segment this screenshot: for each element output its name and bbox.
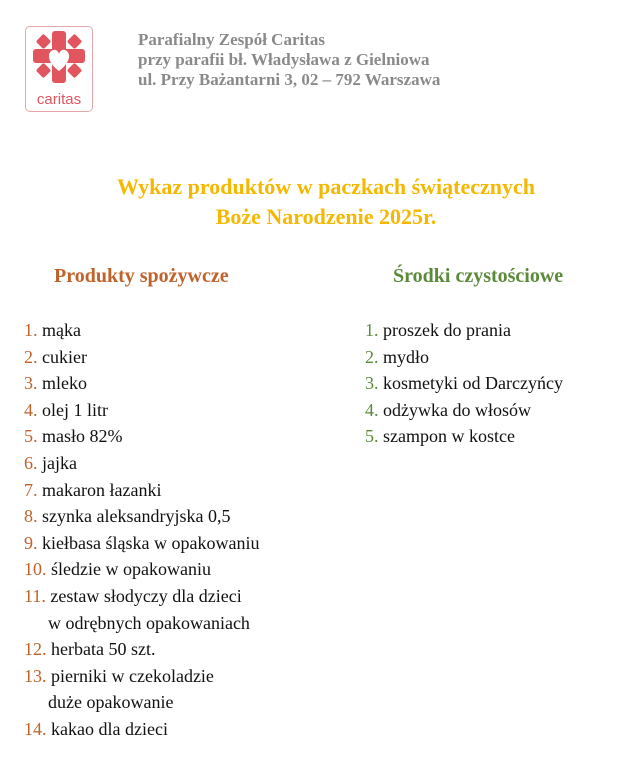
- item-text: mleko: [37, 373, 87, 394]
- list-item: [24, 370, 259, 397]
- item-number: 8.: [24, 506, 38, 527]
- item-number: 6.: [24, 452, 38, 473]
- logo-text: caritas: [36, 91, 82, 108]
- item-text: mydło: [378, 346, 430, 367]
- list-item: [24, 530, 259, 557]
- list-item: [24, 583, 259, 636]
- item-number: 4.: [365, 399, 379, 420]
- item-text: szynka aleksandryjska 0,5: [37, 506, 231, 527]
- list-item: [24, 663, 259, 716]
- item-text: jajka: [37, 452, 77, 473]
- item-text: odżywka do włosów: [378, 399, 531, 420]
- header-line-2: przy parafii bł. Władysława z Gielniowa: [138, 50, 430, 69]
- item-number: 14.: [24, 718, 47, 739]
- list-item: [24, 556, 259, 583]
- food-heading: Produkty spożywcze: [54, 265, 229, 287]
- list-item: [24, 716, 259, 743]
- list-item: [24, 477, 259, 504]
- item-number: 7.: [24, 479, 38, 500]
- item-text: cukier: [37, 346, 87, 367]
- list-item: [365, 397, 563, 424]
- organization-header: [138, 30, 440, 90]
- item-text: szampon w kostce: [378, 426, 515, 447]
- list-item: [365, 344, 563, 371]
- cleaning-heading: Środki czystościowe: [393, 265, 564, 287]
- item-number: 9.: [24, 532, 38, 553]
- item-number: 3.: [24, 373, 38, 394]
- caritas-cross-icon: [26, 27, 92, 111]
- item-text: pierniki w czekoladzie: [46, 665, 214, 686]
- item-number: 13.: [24, 665, 47, 686]
- list-item: [24, 344, 259, 371]
- item-number: 5.: [24, 426, 38, 447]
- item-text: zestaw słodyczy dla dzieci: [45, 585, 242, 606]
- list-item: [365, 423, 563, 450]
- list-item: [24, 317, 259, 344]
- item-number: 2.: [24, 346, 38, 367]
- item-text: olej 1 litr: [37, 399, 108, 420]
- caritas-logo: [25, 26, 93, 112]
- item-text: makaron łazanki: [37, 479, 162, 500]
- list-item: [24, 423, 259, 450]
- document-title: [0, 172, 638, 232]
- list-item: [365, 317, 563, 344]
- item-number: 11.: [24, 585, 46, 606]
- item-text: mąka: [37, 320, 81, 340]
- list-item: [365, 370, 563, 397]
- item-continuation: w odrębnych opakowaniach: [48, 612, 250, 633]
- header-line-3: ul. Przy Bażantarni 3, 02 – 792 Warszawa: [138, 70, 441, 89]
- item-text: kiełbasa śląska w opakowaniu: [37, 532, 260, 553]
- item-text: śledzie w opakowaniu: [46, 559, 211, 580]
- item-text: herbata 50 szt.: [46, 639, 156, 660]
- item-number: 3.: [365, 373, 379, 394]
- item-number: 12.: [24, 639, 47, 660]
- list-item: [24, 636, 259, 663]
- item-text: masło 82%: [37, 426, 123, 447]
- item-number: 1.: [24, 320, 38, 340]
- item-text: proszek do prania: [378, 320, 511, 340]
- item-text: kakao dla dzieci: [46, 718, 168, 739]
- header-line-1: Parafialny Zespół Caritas: [138, 30, 325, 49]
- item-number: 4.: [24, 399, 38, 420]
- list-item: [24, 503, 259, 530]
- list-item: [24, 450, 259, 477]
- title-line-1: Wykaz produktów w paczkach świątecznych: [116, 174, 535, 199]
- item-number: 2.: [365, 346, 379, 367]
- item-continuation: duże opakowanie: [48, 692, 174, 713]
- food-list: [24, 317, 259, 743]
- cleaning-list: [365, 317, 563, 450]
- item-text: kosmetyki od Darczyńcy: [378, 373, 563, 394]
- title-line-2: Boże Narodzenie 2025r.: [215, 204, 437, 229]
- item-number: 10.: [24, 559, 47, 580]
- item-number: 5.: [365, 426, 379, 447]
- list-item: [24, 397, 259, 424]
- item-number: 1.: [365, 320, 379, 340]
